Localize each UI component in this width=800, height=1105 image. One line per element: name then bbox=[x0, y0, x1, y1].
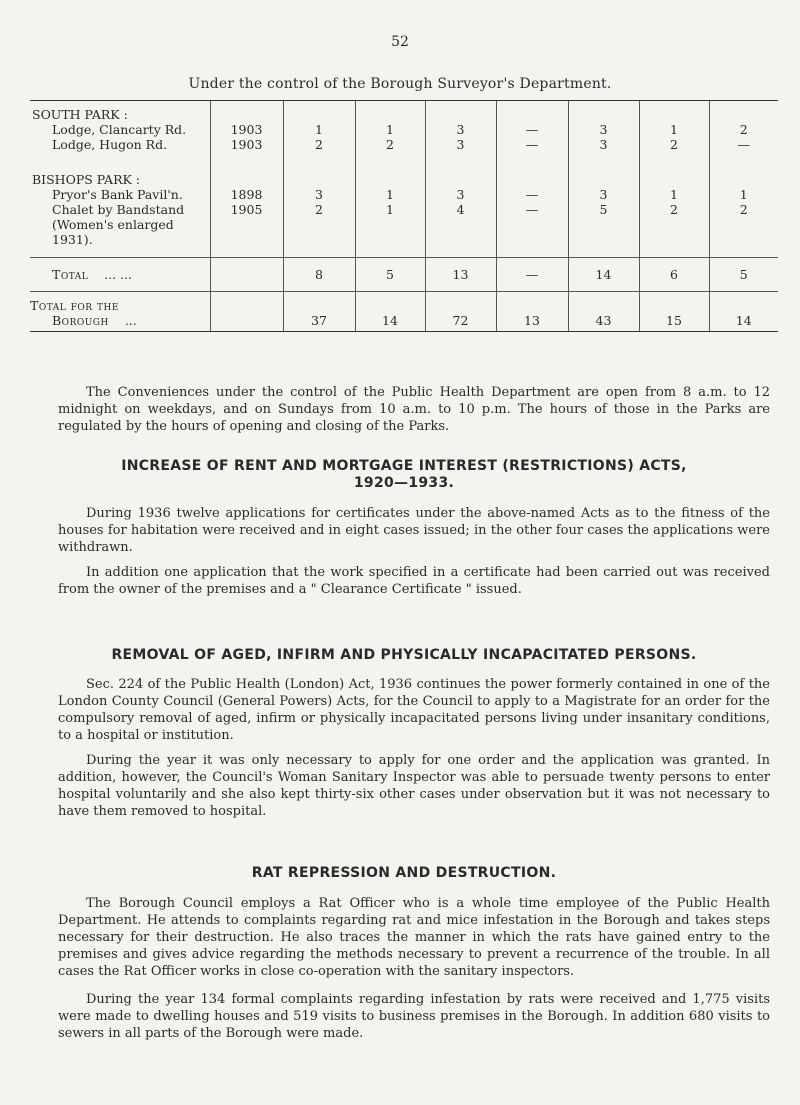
table-row bbox=[30, 202, 778, 258]
cell: 1 bbox=[355, 202, 425, 258]
cell: 3 bbox=[283, 187, 355, 202]
rent-acts-paragraph-1: During 1936 twelve applications for certificates under the above-named Acts as to the fitness of the houses for habitation were received and in eight cases issued; in the other four cases the applications were withdrawn. bbox=[58, 506, 770, 555]
cell: 14 bbox=[709, 292, 778, 332]
cell: — bbox=[496, 137, 568, 152]
rat-heading: RAT REPRESSION AND DESTRUCTION. bbox=[251, 865, 557, 881]
cell: 6 bbox=[639, 258, 709, 292]
cell: — bbox=[496, 258, 568, 292]
cell: 3 bbox=[568, 137, 639, 152]
cell: 15 bbox=[639, 292, 709, 332]
table-row bbox=[30, 187, 778, 202]
cell: 2 bbox=[283, 202, 355, 258]
total-label-cell bbox=[30, 258, 210, 292]
row-name: Lodge, Clancarty Rd. bbox=[52, 122, 187, 137]
cell: 2 bbox=[639, 137, 709, 152]
table-row bbox=[30, 137, 778, 152]
cell: 3 bbox=[425, 137, 496, 152]
page-number: 52 bbox=[391, 34, 409, 50]
rent-acts-heading-line2: 1920—1933. bbox=[353, 475, 455, 491]
cell: 2 bbox=[283, 137, 355, 152]
cell: 2 bbox=[709, 202, 778, 258]
table-group-heading bbox=[30, 152, 778, 187]
cell: 1 bbox=[709, 187, 778, 202]
borough-total-leader-dots: ... bbox=[124, 313, 137, 328]
borough-total-label-line1: Total for the bbox=[30, 298, 119, 313]
total-label: Total bbox=[52, 267, 89, 282]
row-year: 1903 bbox=[210, 137, 283, 152]
cell: 2 bbox=[709, 122, 778, 137]
cell: 43 bbox=[568, 292, 639, 332]
cell: — bbox=[496, 122, 568, 137]
borough-total-label-line2: Borough bbox=[52, 313, 109, 328]
borough-total-label-cell bbox=[30, 292, 210, 332]
cell: 13 bbox=[425, 258, 496, 292]
cell: 2 bbox=[639, 202, 709, 258]
cell: 5 bbox=[568, 202, 639, 258]
rent-acts-paragraph-2: In addition one application that the work specified in a certificate had been carried out was received from the owner of the premises and a " Clearance Certificate " issued. bbox=[58, 565, 770, 597]
cell: — bbox=[496, 202, 568, 258]
rat-paragraph-2: During the year 134 formal complaints regarding infestation by rats were received and 1,775 visits were made to dwelling houses and 519 visits to business premises in the Borough. In addition 680 visits to sewers in all parts of the Borough were made. bbox=[58, 992, 770, 1041]
cell: 3 bbox=[425, 122, 496, 137]
row-year: 1898 bbox=[210, 187, 283, 202]
cell: 13 bbox=[496, 292, 568, 332]
cell: 1 bbox=[639, 122, 709, 137]
rent-acts-heading-line1: INCREASE OF RENT AND MORTGAGE INTEREST (RESTRICTIONS) ACTS, bbox=[121, 458, 687, 474]
group-heading-label: SOUTH PARK : bbox=[30, 101, 210, 123]
row-year: 1903 bbox=[210, 122, 283, 137]
rat-paragraph-1: The Borough Council employs a Rat Officer who is a whole time employee of the Public Health Department. He attends to complaints regarding rat and mice infestation in the Borough and takes steps necessary for their destruction. He also traces the manner in which the rats have gained entry to the premises and gives advice regarding the methods necessary to prevent a recurrence of the trouble. In all cases the Rat Officer works in close co-operation with the sanitary inspectors. bbox=[58, 896, 770, 979]
cell: 72 bbox=[425, 292, 496, 332]
table-row bbox=[30, 122, 778, 137]
cell: 5 bbox=[355, 258, 425, 292]
removal-paragraph-2: During the year it was only necessary to apply for one order and the application was granted. In addition, however, the Council's Woman Sanitary Inspector was able to persuade twenty persons to enter hospital voluntarily and she also kept thirty-six other cases under observation but it was not necessary to have them removed to hospital. bbox=[58, 753, 770, 819]
cell: 8 bbox=[283, 258, 355, 292]
table-caption: Under the control of the Borough Surveyor's Department. bbox=[188, 76, 612, 92]
cell: 5 bbox=[709, 258, 778, 292]
conveniences-paragraph: The Conveniences under the control of the Public Health Department are open from 8 a.m. to 12 midnight on weekdays, and on Sundays from 10 a.m. to 10 p.m. The hours of those in the Parks are regulated by the hours of opening and closing of the Parks. bbox=[58, 385, 770, 434]
cell: 1 bbox=[639, 187, 709, 202]
cell: 4 bbox=[425, 202, 496, 258]
row-name: Lodge, Hugon Rd. bbox=[52, 137, 168, 152]
cell: 37 bbox=[283, 292, 355, 332]
row-year: 1905 bbox=[210, 202, 283, 258]
conveniences-table bbox=[30, 100, 778, 332]
cell: — bbox=[496, 187, 568, 202]
removal-heading: REMOVAL OF AGED, INFIRM AND PHYSICALLY INCAPACITATED PERSONS. bbox=[111, 647, 697, 663]
cell: 14 bbox=[568, 258, 639, 292]
cell: 3 bbox=[568, 122, 639, 137]
table-group-heading bbox=[30, 101, 778, 123]
table-borough-total-row bbox=[30, 292, 778, 332]
table-total-row bbox=[30, 258, 778, 292]
row-name: Pryor's Bank Pavil'n. bbox=[52, 187, 183, 202]
cell: 1 bbox=[283, 122, 355, 137]
cell: 2 bbox=[355, 137, 425, 152]
cell: 3 bbox=[425, 187, 496, 202]
cell: 1 bbox=[355, 122, 425, 137]
total-leader-dots: ... ... bbox=[104, 267, 133, 282]
cell: — bbox=[709, 137, 778, 152]
group-heading-label: BISHOPS PARK : bbox=[32, 172, 141, 187]
removal-paragraph-1: Sec. 224 of the Public Health (London) Act, 1936 continues the power formerly contained in one of the London County Council (General Powers) Acts, for the Council to apply to a Magistrate for an order for the compulsory removal of aged, infirm or physically incapacitated persons living under insanitary conditions, to a hospital or institution. bbox=[58, 677, 770, 743]
cell: 14 bbox=[355, 292, 425, 332]
cell: 1 bbox=[355, 187, 425, 202]
row-name: Chalet by Bandstand (Women's enlarged 1931). bbox=[52, 202, 185, 247]
cell: 3 bbox=[568, 187, 639, 202]
